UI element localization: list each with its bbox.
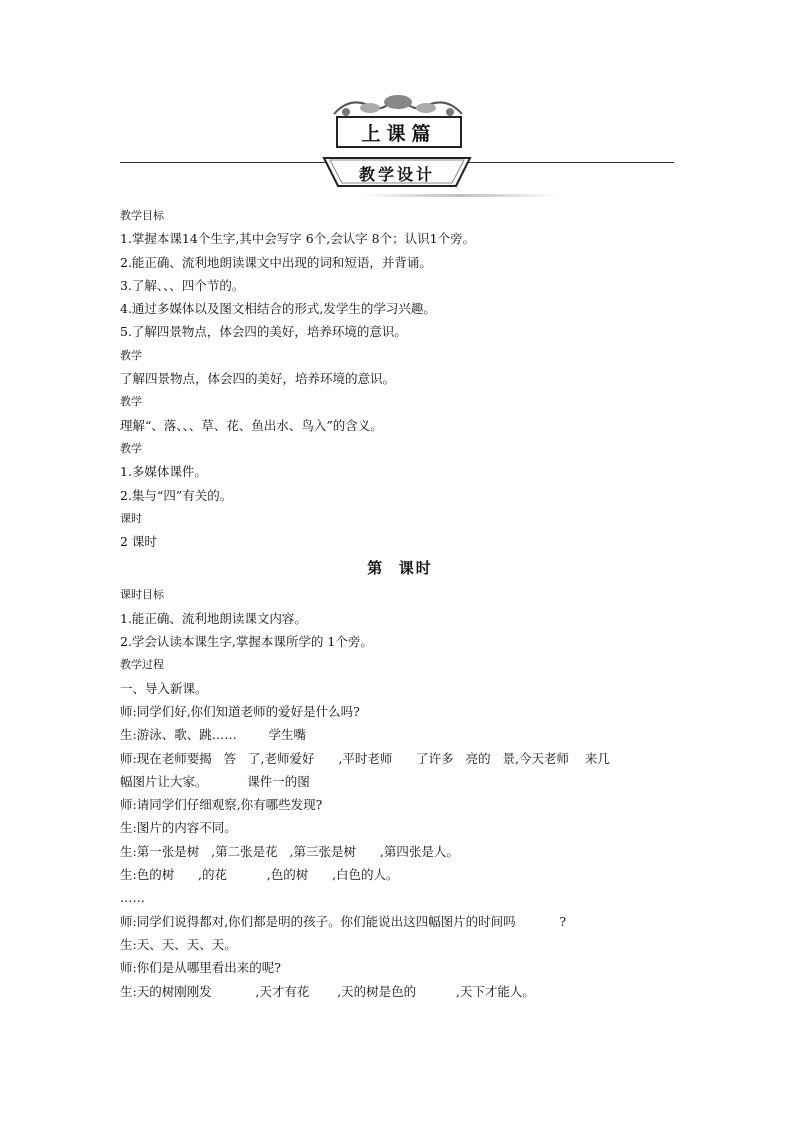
text-line: 师:现在老师要揭 答 了,老师爱好 ,平时老师 了许多 亮的 景,今天老师 来几: [120, 750, 610, 766]
document-body: [120, 204, 680, 1003]
section-label: 教学目标: [120, 209, 164, 222]
text-line: 3.了解、、、四个节的。: [120, 277, 245, 293]
banner-title: 教学设计: [358, 164, 435, 184]
text-line: 2 课时: [120, 534, 157, 550]
section-label: 教学: [120, 441, 142, 455]
text-line: 生:游泳、歌、跳…… 学生嘴: [120, 727, 306, 743]
text-line: 2.能正确、流利地朗读课文中出现的词和短语，并背诵。: [120, 254, 432, 270]
lesson-heading: 第 课时: [367, 559, 433, 578]
text-line: 1.掌握本课14个生字,其中会写字 6个,会认字 8个；认识1个旁。: [120, 231, 476, 247]
section-label: 教学过程: [120, 658, 164, 672]
text-line: 生:图片的内容不同。: [120, 820, 237, 836]
section-label: 课时: [120, 511, 142, 525]
text-line: 幅图片让大家。 课件一的图: [120, 773, 310, 789]
text-line: 1.能正确、流利地朗读课文内容。: [120, 610, 307, 626]
text-line: ……: [120, 890, 145, 906]
text-line: 生:第一张是树 ,第二张是花 ,第三张是树 ,第四张是人。: [120, 843, 459, 859]
text-line: 了解四景物点，体会四的美好，培养环境的意识。: [120, 371, 396, 387]
text-line: 生:天、天、天、天。: [120, 936, 237, 952]
text-line: 生:色的树 ,的花 ,色的树 ,白色的人。: [120, 867, 399, 883]
text-line: 一、导入新课。: [120, 680, 208, 696]
text-line: 1.多媒体课件。: [120, 464, 207, 480]
section-title: 上课篇: [336, 116, 462, 148]
section-label: 教学: [120, 348, 142, 362]
text-line: 师:你们是从哪里看出来的呢?: [120, 960, 281, 976]
text-line: 4.通过多媒体以及图文相结合的形式,发学生的学习兴趣。: [120, 301, 436, 317]
section-label: 课时目标: [120, 588, 164, 602]
text-line: 2.集与“四”有关的。: [120, 487, 233, 503]
text-line: 2.学会认读本课生字,掌握本课所学的 1个旁。: [120, 634, 373, 650]
text-line: 师:请同学们仔细观察,你有哪些发现?: [120, 797, 323, 813]
text-line: 师:同学们说得都对,你们都是明的孩子。你们能说出这四幅图片的时间吗 ?: [120, 913, 567, 929]
text-line: 5.了解四景物点，体会四的美好，培养环境的意识。: [120, 324, 407, 340]
text-line: 生:天的树刚刚发 ,天才有花 ,天的树是色的 ,天下才能人。: [120, 983, 535, 999]
banner-shadow: [360, 194, 560, 197]
section-label: 教学: [120, 395, 142, 409]
text-line: 师:同学们好,你们知道老师的爱好是什么吗?: [120, 703, 360, 719]
text-line: 理解“、落、、、草、花、鱼出水、鸟入”的含义。: [120, 417, 383, 433]
